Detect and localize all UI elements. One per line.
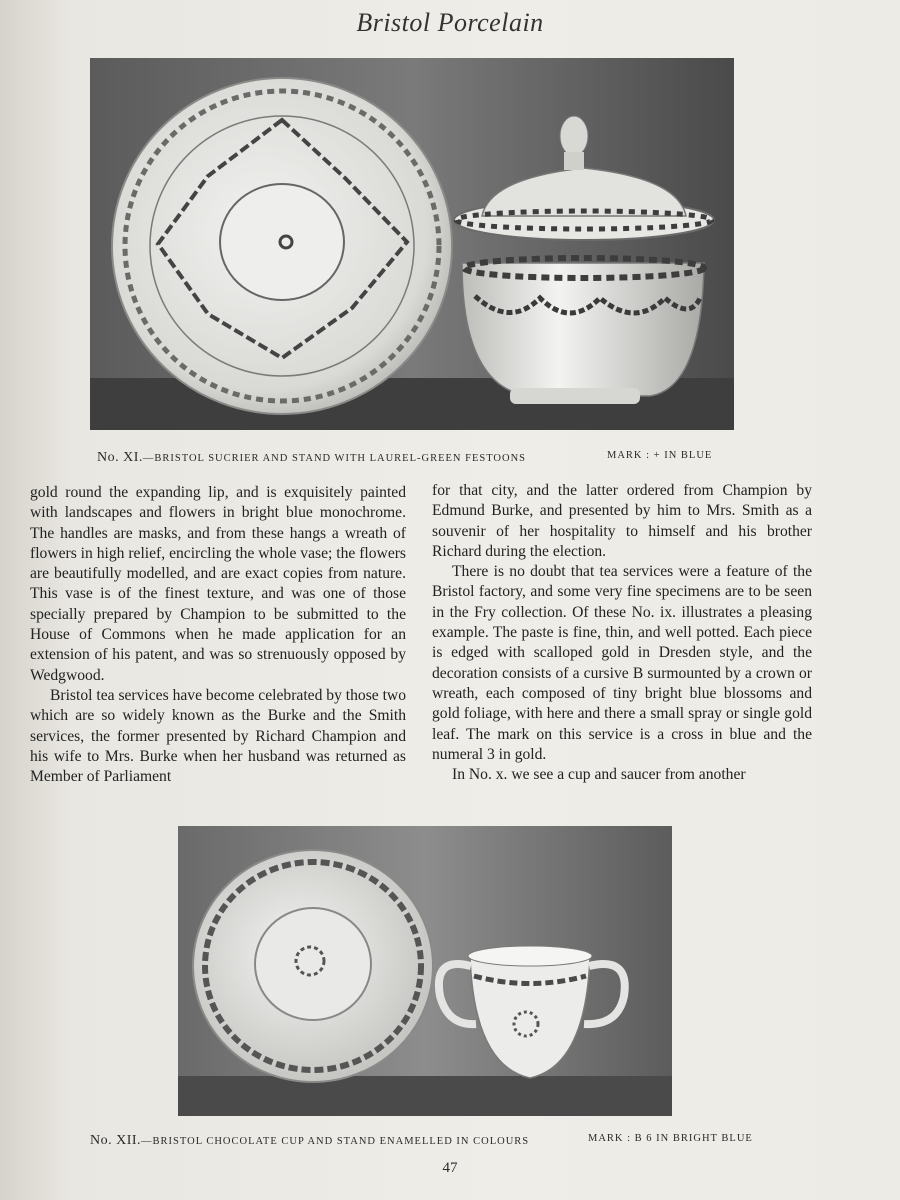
plate-xi-photo xyxy=(90,58,734,430)
page-number: 47 xyxy=(442,1160,458,1176)
text-column-left xyxy=(30,483,406,787)
right-paragraph-3: In No. x. we see a cup and saucer from another xyxy=(452,766,746,784)
plate-xi-mark: MARK : + IN BLUE xyxy=(607,450,713,461)
left-paragraph-2: Bristol tea services have become celebrated by those two which are so widely known as the Burke and the Smith services, the former presented by Richard Champion and his wife to Mrs. Burke when her husband was returned as Member of Parliament xyxy=(30,686,406,786)
chocolate-cup-and-stand-illustration xyxy=(178,826,672,1116)
left-paragraph-1: gold round the expanding lip, and is exquisitely painted with landscapes and flowers in bright blue monochrome. The handles are masks, and from these hangs a wreath of flowers in high relief, encircling the whole vase; the flowers are beautifully modelled, and are exact copies from nature. This vase is of the finest texture, and was one of those specially prepared by Champion to be submitted to the House of Commons when he made application for an extension of his patent, and was so strenuously opposed by Wedgwood. xyxy=(30,484,406,684)
right-paragraph-2: There is no doubt that tea services were a feature of the Bristol factory, and some very fine specimens are to be seen in the Fry collection. Of these No. ix. illustrates a pleasing example. The paste is fine, thin, and well potted. Each piece is edged with scalloped gold in Dresden style, and the decoration consists of a cursive B surmounted by a crown or wreath, each composed of tiny bright blue blossoms and gold foliage, with here and there a small spray or single gold leaf. The mark on this service is a cross in blue and the numeral 3 in gold. xyxy=(432,563,812,763)
right-paragraph-1: for that city, and the latter ordered from Champion by Edmund Burke, and presented by him to Mrs. Smith as a souvenir of her hospitality to himself and his brother Richard during the election. xyxy=(432,482,812,560)
plate-xi-number: No. XI. xyxy=(97,450,143,465)
plate-xii-mark: MARK : B 6 IN BRIGHT BLUE xyxy=(588,1133,753,1144)
plate-xii-number: No. XII. xyxy=(90,1133,142,1148)
plate-xii-caption xyxy=(90,1133,529,1149)
plate-xii-title: —BRISTOL CHOCOLATE CUP AND STAND ENAMELLED IN COLOURS xyxy=(141,1136,530,1147)
plate-xi-title: —BRISTOL SUCRIER AND STAND WITH LAUREL-GREEN FESTOONS xyxy=(142,453,527,464)
plate-xii-photo xyxy=(178,826,672,1116)
sucrier-and-stand-illustration xyxy=(90,58,734,430)
running-title: Bristol Porcelain xyxy=(356,8,544,37)
plate-xi-caption xyxy=(97,450,526,466)
text-column-right xyxy=(432,481,812,785)
